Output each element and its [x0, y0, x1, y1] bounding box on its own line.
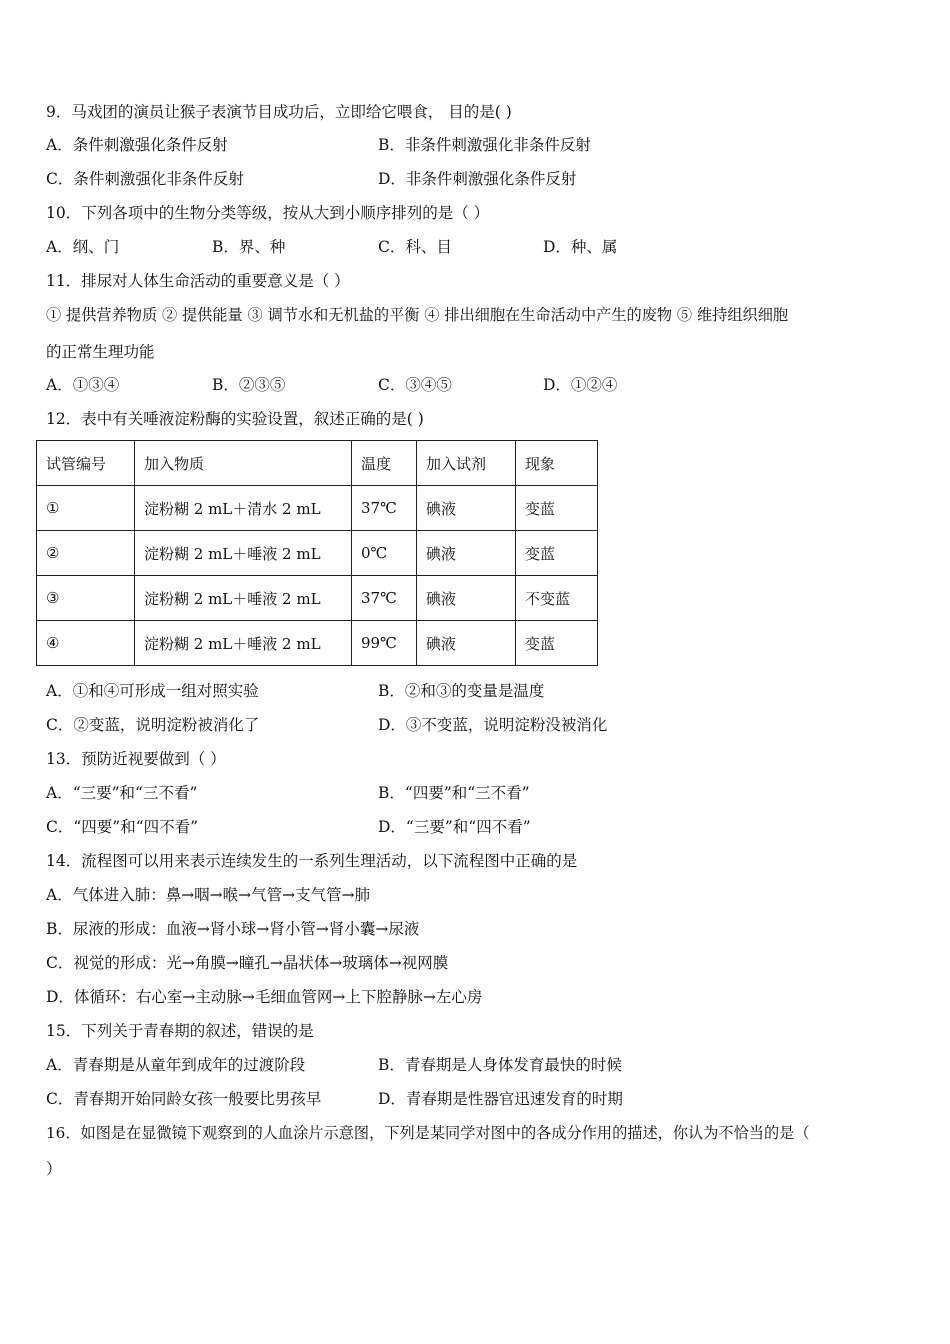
table-header-cell: 现象: [516, 441, 598, 486]
q10-option-a: A．纲、门: [46, 238, 120, 256]
q12-option-a: A．①和④可形成一组对照实验: [46, 682, 259, 700]
table-cell: 碘液: [417, 576, 516, 621]
table-cell: 0℃: [352, 531, 417, 576]
q11-items-line2: 的正常生理功能: [46, 343, 155, 361]
q11-option-c: C．③④⑤: [378, 376, 452, 394]
table-cell: 变蓝: [516, 486, 598, 531]
q10-option-b: B．界、种: [212, 238, 286, 256]
table-header-cell: 试管编号: [37, 441, 135, 486]
table-row: [37, 621, 598, 666]
table-row: [37, 576, 598, 621]
q15-option-d: D．青春期是性器官迅速发育的时期: [378, 1090, 623, 1108]
table-row: [37, 486, 598, 531]
table-cell: 变蓝: [516, 621, 598, 666]
table-cell: 碘液: [417, 486, 516, 531]
table-cell: 37℃: [352, 576, 417, 621]
q9-option-d: D．非条件刺激强化条件反射: [378, 170, 577, 188]
table-cell: 淀粉糊 2 mL＋清水 2 mL: [135, 486, 352, 531]
q14-option-a: A．气体进入肺：鼻→咽→喉→气管→支气管→肺: [46, 886, 371, 904]
q14-stem: 14．流程图可以用来表示连续发生的一系列生理活动，以下流程图中正确的是: [46, 852, 578, 870]
table-cell: 碘液: [417, 621, 516, 666]
table-cell: 淀粉糊 2 mL＋唾液 2 mL: [135, 531, 352, 576]
q9-option-c: C．条件刺激强化非条件反射: [46, 170, 244, 188]
q16-stem-line2: ）: [46, 1160, 62, 1178]
q10-option-c: C．科、目: [378, 238, 452, 256]
q14-option-c: C．视觉的形成：光→角膜→瞳孔→晶状体→玻璃体→视网膜: [46, 954, 449, 972]
q11-stem: 11．排尿对人体生命活动的重要意义是（ ）: [46, 272, 350, 290]
q15-option-a: A．青春期是从童年到成年的过渡阶段: [46, 1056, 306, 1074]
q13-option-a: A．“三要”和“三不看”: [46, 784, 198, 802]
q13-stem: 13．预防近视要做到（ ）: [46, 750, 226, 768]
table-cell: ②: [37, 531, 135, 576]
table-cell: ①: [37, 486, 135, 531]
table-cell: 37℃: [352, 486, 417, 531]
table-header-row: [37, 441, 598, 486]
q12-option-d: D．③不变蓝，说明淀粉没被消化: [378, 716, 608, 734]
table-row: [37, 531, 598, 576]
table-cell: 淀粉糊 2 mL＋唾液 2 mL: [135, 576, 352, 621]
q10-option-d: D．种、属: [543, 238, 618, 256]
q15-stem: 15．下列关于青春期的叙述，错误的是: [46, 1022, 314, 1040]
q10-stem: 10．下列各项中的生物分类等级，按从大到小顺序排列的是（ ）: [46, 204, 490, 222]
q15-option-b: B．青春期是人身体发育最快的时候: [378, 1056, 622, 1074]
q12-option-c: C．②变蓝，说明淀粉被消化了: [46, 716, 260, 734]
q11-items-line1: ① 提供营养物质 ② 提供能量 ③ 调节水和无机盐的平衡 ④ 排出细胞在生命活动中产生的废物 ⑤ 维持组织细胞: [46, 306, 789, 324]
q11-option-a: A．①③④: [46, 376, 120, 394]
q11-option-d: D．①②④: [543, 376, 618, 394]
experiment-table: [36, 440, 598, 666]
table-cell: ③: [37, 576, 135, 621]
q15-option-c: C．青春期开始同龄女孩一般要比男孩早: [46, 1090, 322, 1108]
q9-option-b: B．非条件刺激强化非条件反射: [378, 136, 591, 154]
table-header-cell: 温度: [352, 441, 417, 486]
q14-option-d: D．体循环：右心室→主动脉→毛细血管网→上下腔静脉→左心房: [46, 988, 483, 1006]
table-header-cell: 加入物质: [135, 441, 352, 486]
q11-option-b: B．②③⑤: [212, 376, 286, 394]
table-header-cell: 加入试剂: [417, 441, 516, 486]
table-cell: 99℃: [352, 621, 417, 666]
table-cell: 不变蓝: [516, 576, 598, 621]
q12-stem: 12．表中有关唾液淀粉酶的实验设置，叙述正确的是( ): [46, 410, 424, 428]
table-cell: 碘液: [417, 531, 516, 576]
q12-option-b: B．②和③的变量是温度: [378, 682, 545, 700]
table-cell: 淀粉糊 2 mL＋唾液 2 mL: [135, 621, 352, 666]
q9-option-a: A．条件刺激强化条件反射: [46, 136, 228, 154]
q14-option-b: B．尿液的形成：血液→肾小球→肾小管→肾小囊→尿液: [46, 920, 420, 938]
q13-option-b: B．“四要”和“三不看”: [378, 784, 530, 802]
q13-option-c: C．“四要”和“四不看”: [46, 818, 199, 836]
q16-stem-line1: 16．如图是在显微镜下观察到的人血涂片示意图，下列是某同学对图中的各成分作用的描述，你认为不恰当的是（: [46, 1124, 810, 1142]
table-cell: 变蓝: [516, 531, 598, 576]
q9-stem: 9．马戏团的演员让猴子表演节目成功后，立即给它喂食， 目的是( ): [46, 103, 512, 121]
table-cell: ④: [37, 621, 135, 666]
q13-option-d: D．“三要”和“四不看”: [378, 818, 531, 836]
